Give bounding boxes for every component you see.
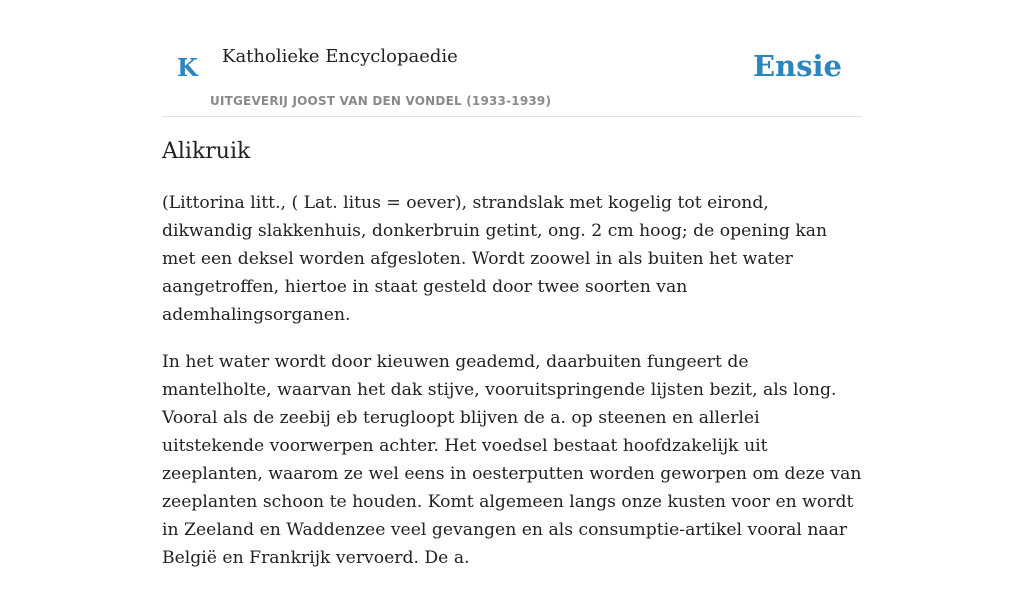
publisher-subtitle: UITGEVERIJ JOOST VAN DEN VONDEL (1933-1939) [210,94,552,108]
article-paragraph: (Littorina litt., ( Lat. litus = oever), strandslak met kogelig tot eirond, dikwandig slakkenhuis, donkerbruin getint, ong. 2 cm hoog; de opening kan met een deksel worden afgesloten. Wordt zoowel in als buiten het water aangetroffen, hiertoe in staat gesteld door twee soorten van ademhalingsorganen. [162,192,828,325]
article [162,138,862,591]
article-paragraph: In het water wordt door kieuwen geademd, daarbuiten fungeert de mantelholte, waarvan het dak stijve, vooruitspringende lijsten bezit, als long. Vooral als de zeebij eb terugloopt blijven de a. op steenen en allerlei uitstekende voorwerpen achter. Het voedsel bestaat hoofdzakelijk uit zeeplanten, waarom ze wel eens in oesterputten worden geworpen om deze van zeeplanten schoon te houden. Komt algemeen langs onze kusten voor en wordt in Zeeland en Waddenzee veel gevangen en als consumptie-artikel vooral naar België en Frankrijk vervoerd. De a. [162,351,862,568]
encyclopedia-header [162,0,862,117]
ensie-brand-link[interactable]: Ensie [753,49,842,83]
encyclopedia-logo-link[interactable]: K [177,53,198,82]
encyclopedia-title[interactable]: Katholieke Encyclopaedie [222,46,458,67]
article-title: Alikruik [162,139,251,164]
